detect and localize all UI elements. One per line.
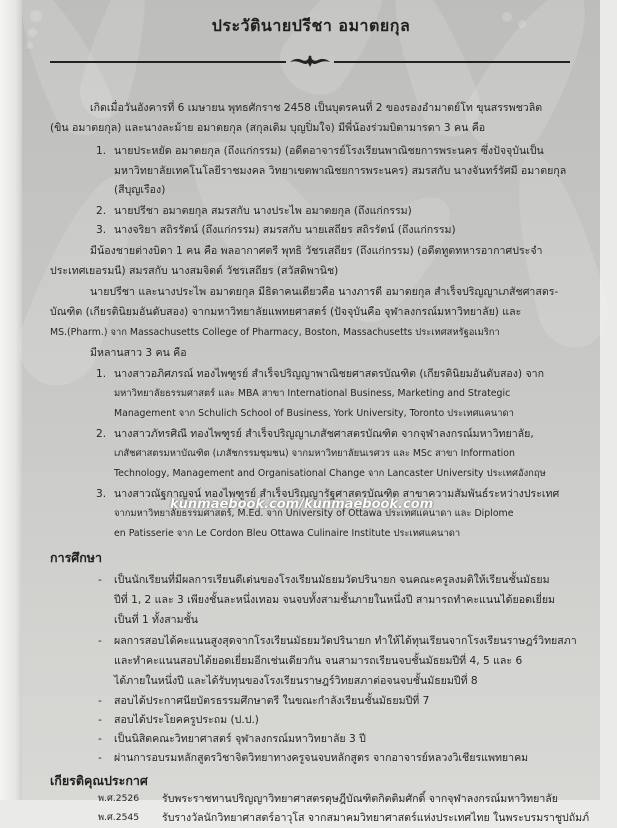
watermark-text: kunmaebook.com/kunmaebook.com (170, 497, 434, 512)
list-item-line: สอบได้ประกาศนียบัตรธรรมศึกษาตรี ในขณะกำลังเรียนชั้นมัธยมปีที่ 7 (114, 695, 430, 707)
list-number: 3. (96, 488, 107, 500)
paragraph-line: มีหลานสาว 3 คน คือ (90, 347, 187, 359)
list-item-line: นางจริยา สถิรรัตน์ (ถึงแก่กรรม) สมรสกับ นายเสถียร สถิรรัตน์ (ถึงแก่กรรม) (114, 224, 456, 236)
intro-line: เกิดเมื่อวันอังคารที่ 6 เมษายน พุทธศักราช 2458 เป็นบุตรคนที่ 2 ของรองอำมาตย์โท ขุนสรรพชวลิต (90, 102, 543, 114)
list-item-line: และทำคะแนนสอบได้ยอดเยี่ยมอีกเช่นเดียวกัน จนสามารถเรียนจบชั้นมัธยมปีที่ 4, 5 และ 6 (114, 655, 523, 667)
honor-text: รับรางวัลนักวิทยาศาสตร์อาวุโส จากสมาคมวิทยาศาสตร์แห่งประเทศไทย ในพระบรมราชูปถัมภ์ (162, 812, 590, 824)
bullet-dash: - (98, 714, 102, 726)
honors-heading: เกียรติคุณประกาศ (50, 773, 148, 788)
list-item-line: มหาวิทยาลัยเทคโนโลยีราชมงคล วิทยาเขตพาณิชยการพระนคร) สมรสกับ นางจันทร์รัศมี อมาตยกุล (114, 165, 567, 177)
list-item-line: นางสาวอภิศภรณ์ ทองไพฑูรย์ สำเร็จปริญญาพาณิชยศาสตรบัณฑิต (เกียรตินิยมอันดับสอง) จาก (114, 368, 545, 380)
list-item-line: นางสาวภัทรศิณี ทองไพฑูรย์ สำเร็จปริญญาเภสัชศาสตรบัณฑิต จากจุฬาลงกรณ์มหาวิทยาลัย, (114, 428, 534, 440)
list-item-line: เป็นนิสิตคณะวิทยาศาสตร์ จุฬาลงกรณ์มหาวิทยาลัย 3 ปี (114, 733, 366, 745)
list-item-line: ปีที่ 1, 2 และ 3 เพียงชั้นละหนึ่งเทอม จนจบทั้งสามชั้นภายในหนึ่งปี สามารถทำคะแนนได้ยอดเยี่ยม (114, 594, 556, 606)
page-edge (0, 0, 22, 800)
list-item-line: นางสาวณัฐกาญจน์ ทองไพฑูรย์ สำเร็จปริญญารัฐศาสตรบัณฑิต สาขาความสัมพันธ์ระหว่างประเทศ (114, 488, 560, 500)
divider-line-left (50, 61, 286, 63)
paragraph-line: บัณฑิต (เกียรตินิยมอันดับสอง) จากมหาวิทยาลัยแพทยศาสตร์ (ปัจจุบันคือ จุฬาลงกรณ์มหาวิทยาลัย) และ (50, 306, 522, 318)
bullet-dash: - (98, 733, 102, 745)
list-number: 2. (96, 205, 107, 217)
book-page (22, 0, 600, 824)
list-item-line: ผ่านการอบรมหลักสูตรวิชาจิตวิทยาทางครูจนจบหลักสูตร จากอาจารย์หลวงวิเชียรแพทยาคม (114, 752, 529, 764)
intro-line: (ขิน อมาตยกุล) และนางละม้าย อมาตยกุล (สกุลเดิม บุญปิ่มใจ) มีพี่น้องร่วมบิดามารดา 3 คน คือ (50, 122, 486, 134)
list-number: 3. (96, 224, 107, 236)
bullet-dash: - (98, 695, 102, 707)
list-item-line: มหาวิทยาลัยธรรมศาสตร์ และ MBA สาขา International Business, Marketing and Strategic (114, 388, 511, 399)
list-item-line: (สีบุญเรือง) (114, 184, 166, 196)
bullet-dash: - (98, 752, 102, 764)
title-divider (50, 54, 570, 70)
flourish-ornament-icon (288, 54, 332, 70)
list-item-line: Technology, Management and Organisational Change จาก Lancaster University ประเทศอังกฤษ (114, 468, 546, 479)
paragraph-line: ประเทศเยอรมนี) สมรสกับ นางสมจิตต์ วัชรเสถียร (สวัสดิพานิช) (50, 265, 339, 277)
list-number: 2. (96, 428, 107, 440)
list-item-line: จากมหาวิทยาลัยธรรมศาสตร์, M.Ed. จาก University of Ottawa ประเทศแคนาดา และ Diplome (114, 508, 514, 519)
list-number: 1. (96, 368, 107, 380)
bullet-dash: - (98, 635, 102, 647)
honor-text: รับพระราชทานปริญญาวิทยาศาสตรดุษฎีบัณฑิตกิตติมศักดิ์ จากจุฬาลงกรณ์มหาวิทยาลัย (162, 793, 559, 805)
list-item-line: เป็นที่ 1 ทั้งสามชั้น (114, 614, 199, 626)
list-item-line: สอบได้ประโยคครูประถม (ป.ป.) (114, 714, 259, 726)
list-number: 1. (96, 145, 107, 157)
education-heading: การศึกษา (50, 550, 103, 565)
list-item-line: ผลการสอบได้คะแนนสูงสุดจากโรงเรียนมัธยมวัดปรินายก ทำให้ได้ทุนเรียนจากโรงเรียนราษฎร์วิทยสภา (114, 635, 577, 647)
paragraph-line: MS.(Pharm.) จาก Massachusetts College of Pharmacy, Boston, Massachusetts ประเทศสหรัฐอเมริกา (50, 327, 500, 338)
bullet-dash: - (98, 574, 102, 586)
list-item-line: เป็นนักเรียนที่มีผลการเรียนดีเด่นของโรงเรียนมัธยมวัดปรินายก จนคณะครูลงมติให้เรียนชั้นมัธยม (114, 574, 550, 586)
paragraph-line: นายปรีชา และนางประไพ อมาตยกุล มีธิดาคนเดียวคือ นางภารดี อมาตยกุล สำเร็จปริญญาเภสัชศาสตร- (90, 286, 559, 298)
page-content (22, 0, 600, 824)
list-item-line: นายประหยัด อมาตยกุล (ถึงแก่กรรม) (อดีตอาจารย์โรงเรียนพาณิชยการพระนคร ซึ่งปัจจุบันเป็น (114, 145, 544, 157)
list-item-line: Management จาก Schulich School of Business, York University, Toronto ประเทศแคนาดา (114, 408, 514, 419)
honor-year: พ.ศ.2526 (98, 793, 140, 804)
list-item-line: นายปรีชา อมาตยกุล สมรสกับ นางประไพ อมาตยกุล (ถึงแก่กรรม) (114, 205, 412, 217)
paragraph-line: มีน้องชายต่างบิดา 1 คน คือ พลอากาศตรี พุทธิ วัชรเสถียร (ถึงแก่กรรม) (อดีตทูตทหารอากาศประจำ (90, 245, 543, 257)
divider-line-right (334, 61, 570, 63)
honor-year: พ.ศ.2545 (98, 812, 140, 823)
list-item-line: เภสัชศาสตรมหาบัณฑิต (เภสัชกรรมชุมชน) จากมหาวิทยาลัยนเรศวร และ MSc สาขา Information (114, 448, 515, 459)
list-item-line: en Patisserie จาก Le Cordon Bleu Ottawa Culinaire Institute ประเทศแคนาดา (114, 528, 461, 539)
list-item-line: ได้ภายในหนึ่งปี และได้รับทุนของโรงเรียนราษฎร์วิทยสภาต่อจนจบชั้นมัธยมปีที่ 8 (114, 675, 478, 687)
page-title: ประวัตินายปรีชา อมาตยกุล (211, 16, 411, 35)
